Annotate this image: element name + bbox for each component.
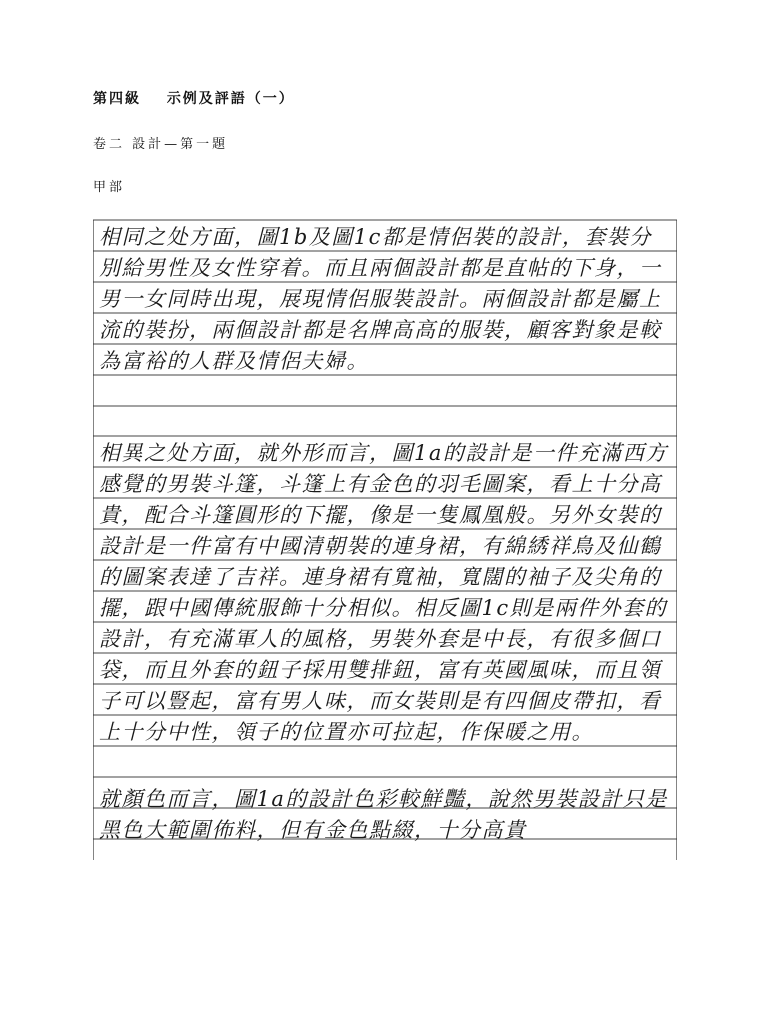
essay-paragraph-3: 就顏色而言，圖1a的設計色彩較鮮豔，說然男裝設計只是黑色大範圍佈料，但有金色點綴，十分高貴 — [99, 787, 668, 842]
page-header — [93, 88, 295, 108]
part-label: 甲部 — [93, 180, 126, 195]
section-title: 示例及評語（一） — [166, 91, 295, 107]
question-subtitle: 卷二 設計—第一題 — [93, 137, 229, 152]
level-label: 第四級 — [93, 91, 141, 107]
essay-paragraph-1: 相同之处方面，圖1b及圖1c都是情侶裝的設計，套裝分別給男性及女性穿着。而且兩個設計都是直帖的下身，一男一女同時出現，展現情侶服裝設計。兩個設計都是屬上流的裝扮，兩個設計都是名牌高高的服裝，顧客對象是較為富裕的人群及情侶夫婦。 — [99, 225, 662, 373]
essay-paragraph-2: 相異之处方面，就外形而言，圖1a的設計是一件充滿西方感覺的男裝斗篷，斗篷上有金色的羽毛圖案，看上十分高貴，配合斗篷圓形的下擺，像是一隻鳳凰般。另外女裝的設計是一件富有中國清朝裝的連身裙，有綿綉祥鳥及仙鶴的圖案表達了吉祥。連身裙有寬袖，寬闊的袖子及尖角的擺，跟中國傳統服飾十分相似。相反圖1c則是兩件外套的設計，有充滿軍人的風格，男裝外套是中長，有很多個口袋，而且外套的鈕子採用雙排鈕，富有英國風味，而且領子可以豎起，富有男人味，而女裝則是有四個皮帶扣，看上十分中性，領子的位置亦可拉起，作保暖之用。 — [99, 441, 668, 744]
answer-sheet — [93, 214, 677, 860]
